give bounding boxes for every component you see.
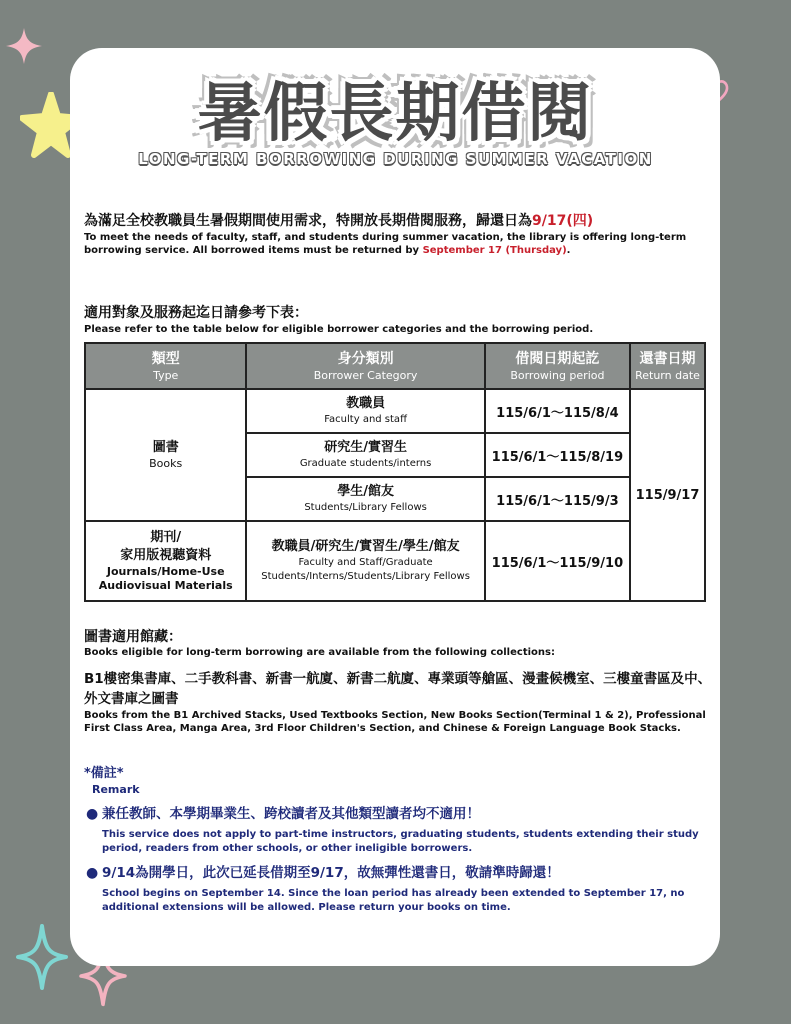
list-item: ● 兼任教師、本學期畢業生、跨校讀者及其他類型讀者均不適用！ This service does not apply to part-time instructors, graduating students, students extending their study period, readers from other schools, or other ineligible borrowers. — [86, 806, 699, 854]
category-cell: 研究生/實習生 Graduate students/interns — [246, 433, 484, 477]
list-item: ● 9/14為開學日，此次已延長借期至9/17，故無彈性還書日，敬請準時歸還！ School begins on September 14. Since the loan period has already been extended to September 17, no additional extensions will be allowed. Please return your books on time. — [86, 865, 685, 913]
period-cell: 115/6/1～115/9/10 — [485, 521, 630, 601]
period-cell: 115/6/1～115/8/4 — [485, 389, 630, 433]
intro-en: To meet the needs of faculty, staff, and students during summer vacation, the library is offering long-term borrowing service. All borrowed items must be returned by September 17 (Thursday). — [84, 232, 687, 256]
bullet-icon: ● — [86, 865, 99, 881]
header-category: 身分類別 Borrower Category — [246, 343, 484, 389]
collections-list-zh: B1樓密集書庫、二手教科書、新書一航廈、新書二航廈、專業頭等艙區、漫畫候機室、三樓童書區及中、外文書庫之圖書 — [84, 671, 712, 707]
header-return: 還書日期 Return date — [630, 343, 705, 389]
borrowing-table — [84, 342, 706, 602]
category-cell: 教職員 Faculty and staff — [246, 389, 484, 433]
period-cell: 115/6/1～115/8/19 — [485, 433, 630, 477]
return-date-zh: 9/17(四) — [532, 213, 594, 229]
table-header-row — [85, 343, 705, 389]
page-title: 暑假長期借閱 — [197, 77, 594, 151]
table-row — [85, 521, 705, 601]
collections-heading: 圖書適用館藏： — [84, 629, 182, 645]
teal-sparkle-icon — [14, 922, 70, 992]
return-date-en: September 17 (Thursday) — [422, 245, 567, 256]
bullet-icon: ● — [86, 806, 99, 822]
type-journals-cell: 期刊/ 家用版視聽資料 Journals/Home-Use Audiovisual Materials — [85, 521, 246, 601]
intro-section — [84, 212, 714, 257]
header-type: 類型 Type — [85, 343, 246, 389]
collections-section: 圖書適用館藏： Books eligible for long-term borrowing are available from the following collections: B1樓密集書庫、二手教科書、新書一航廈、新書二航廈、專業頭等艙區、漫畫候機室、三樓童書區及中、外文書庫之圖書 Books from the B1 Archived Stacks, Used Textbooks Section, New Books Section(Terminal 1 & 2), Professional First Class Area, Manga Area, 3rd Floor Children's Section, and Chinese & Foreign Language Book Stacks. — [84, 628, 714, 735]
return-date-cell: 115/9/17 — [630, 389, 705, 601]
pink-star-icon — [4, 26, 44, 66]
category-cell: 教職員/研究生/實習生/學生/館友 Faculty and Staff/Graduate Students/Interns/Students/Library Fellows — [246, 521, 484, 601]
type-books-cell: 圖書 Books — [85, 389, 246, 521]
collections-list-en: Books from the B1 Archived Stacks, Used Textbooks Section, New Books Section(Terminal 1 & 2), Professional First Class Area, Manga Area, 3rd Floor Children's Section, and Chinese & Foreign Language Book Stacks. — [84, 710, 706, 734]
table-row — [85, 389, 705, 433]
category-cell: 學生/館友 Students/Library Fellows — [246, 477, 484, 521]
remark-section: *備註* Remark ● 兼任教師、本學期畢業生、跨校讀者及其他類型讀者均不適用！ This service does not apply to part-time instructors, graduating students, students extending their study period, readers from other schools, or other ineligible borrowers. ● 9/14為開學日，此次已延長借期至9/17，故無彈性還書日，敬請準時歸還！ School begins on September 14. Since the loan period has already been extended to September 17, no additional extensions will be allowed. Please return your books on time. — [84, 766, 714, 915]
table-intro: 適用對象及服務起迄日請參考下表： Please refer to the table below for eligible borrower categories and the borrowing period. — [84, 305, 594, 335]
page-subtitle: LONG-TERM BORROWING DURING SUMMER VACATION — [138, 150, 653, 168]
remark-title: *備註* — [84, 766, 124, 781]
period-cell: 115/6/1～115/9/3 — [485, 477, 630, 521]
intro-zh: 為滿足全校教職員生暑假期間使用需求，特開放長期借閱服務，歸還日為9/17(四) — [84, 213, 594, 229]
header-period: 借閱日期起訖 Borrowing period — [485, 343, 630, 389]
